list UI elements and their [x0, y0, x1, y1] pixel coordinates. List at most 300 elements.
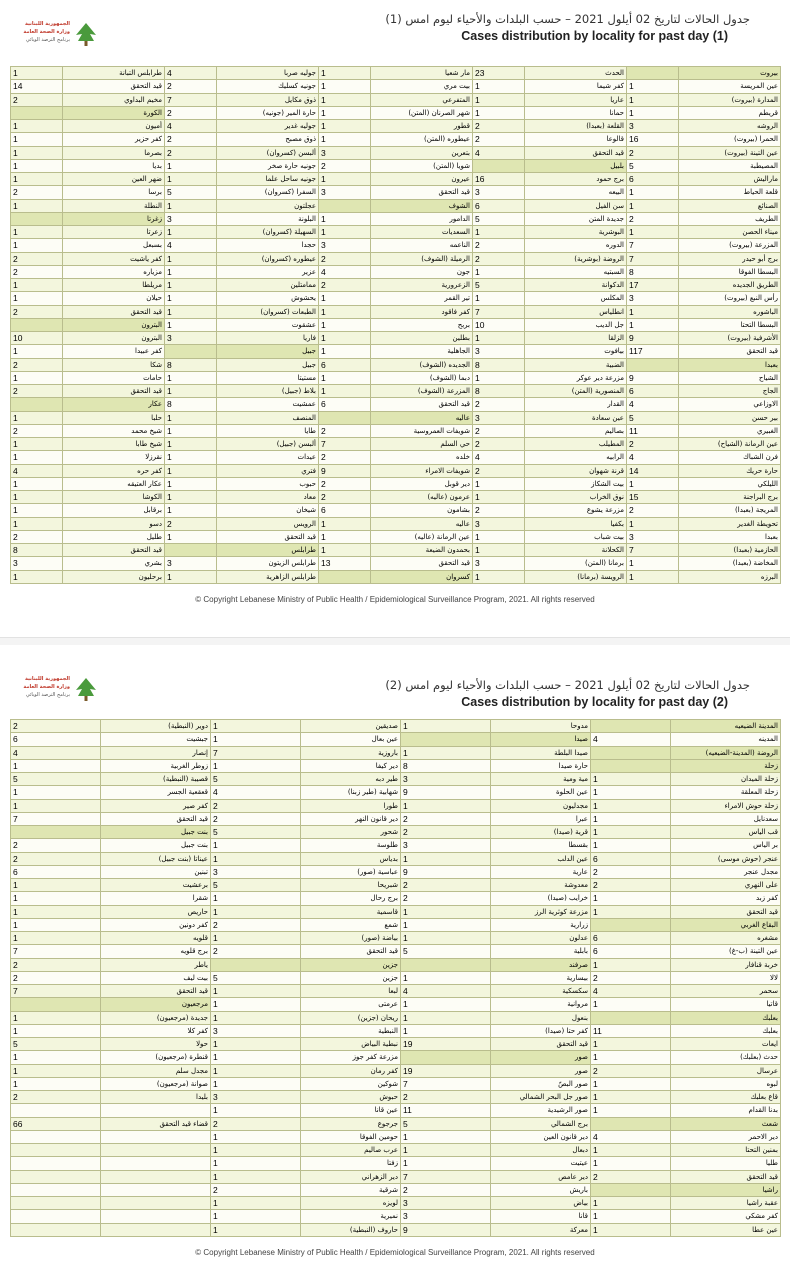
locality-name-cell: الحازمية (بعبدا) — [679, 544, 781, 557]
locality-name-cell: زوطر الغربية — [101, 759, 211, 772]
case-count-cell: 3 — [319, 239, 371, 252]
case-count-cell: 2 — [11, 424, 63, 437]
case-count-cell: 1 — [11, 120, 63, 133]
table-row — [11, 1144, 781, 1157]
locality-name-cell: كفر شيما — [525, 80, 627, 93]
locality-name-cell: دير الاحمر — [671, 1130, 781, 1143]
case-count-cell: 8 — [11, 544, 63, 557]
case-count-cell: 2 — [473, 252, 525, 265]
case-count-cell: 6 — [11, 865, 101, 878]
table-row — [11, 504, 781, 517]
locality-name-cell: شعث — [671, 1117, 781, 1130]
case-count-cell: 1 — [11, 159, 63, 172]
locality-name-cell: سن الفيل — [525, 199, 627, 212]
case-count-cell: 1 — [211, 1157, 301, 1170]
case-count-cell: 1 — [11, 1077, 101, 1090]
locality-name-cell — [101, 1183, 211, 1196]
ministry-logo — [10, 673, 100, 709]
case-count-cell: 2 — [11, 252, 63, 265]
case-count-cell — [11, 1197, 101, 1210]
case-count-cell: 11 — [401, 1104, 491, 1117]
case-count-cell: 3 — [473, 345, 525, 358]
case-count-cell — [11, 1223, 101, 1236]
case-count-cell: 2 — [473, 424, 525, 437]
case-count-cell: 3 — [401, 1197, 491, 1210]
locality-name-cell: المدينه — [671, 733, 781, 746]
case-count-cell: 1 — [627, 199, 679, 212]
case-count-cell — [165, 544, 217, 557]
case-count-cell: 2 — [211, 1117, 301, 1130]
case-count-cell: 4 — [627, 451, 679, 464]
case-count-cell: 5 — [627, 159, 679, 172]
locality-name-cell: انطلياس — [525, 305, 627, 318]
locality-name-cell: بيروت — [679, 67, 781, 80]
case-count-cell — [165, 345, 217, 358]
locality-name-cell: كفر حزير — [63, 133, 165, 146]
table-row — [11, 998, 781, 1011]
table-row — [11, 133, 781, 146]
case-count-cell — [11, 318, 63, 331]
locality-name-cell: الشياح — [679, 371, 781, 384]
case-count-cell: 2 — [319, 477, 371, 490]
case-count-cell: 9 — [319, 464, 371, 477]
case-count-cell: 4 — [401, 985, 491, 998]
locality-name-cell: عرب صاليم — [301, 1144, 401, 1157]
case-count-cell — [319, 570, 371, 583]
case-count-cell: 1 — [211, 720, 301, 733]
table-row — [11, 464, 781, 477]
table-row — [11, 557, 781, 570]
locality-name-cell: شويا (المتن) — [371, 159, 473, 172]
case-count-cell: 6 — [473, 199, 525, 212]
case-count-cell: 8 — [473, 358, 525, 371]
case-count-cell: 1 — [319, 385, 371, 398]
locality-name-cell: قب الياس — [671, 826, 781, 839]
locality-name-cell: مزياره — [63, 265, 165, 278]
case-count-cell: 1 — [211, 1170, 301, 1183]
locality-name-cell: عشقوت — [217, 318, 319, 331]
case-count-cell: 4 — [211, 786, 301, 799]
locality-name-cell: قضاء قيد التحقق — [101, 1117, 211, 1130]
locality-name-cell: قيد التحقق — [371, 557, 473, 570]
case-count-cell: 17 — [627, 279, 679, 292]
locality-name-cell: لويزه — [301, 1197, 401, 1210]
case-count-cell: 2 — [165, 517, 217, 530]
locality-name-cell: برج حمود — [525, 173, 627, 186]
case-count-cell: 2 — [11, 530, 63, 543]
case-count-cell: 1 — [627, 305, 679, 318]
locality-name-cell: دير قانون النهر — [301, 812, 401, 825]
case-count-cell: 1 — [591, 998, 671, 1011]
case-count-cell: 1 — [165, 279, 217, 292]
locality-name-cell: عنجر (حوش موسى) — [671, 852, 781, 865]
locality-name-cell: عين الرمانة (الشياح) — [679, 438, 781, 451]
case-count-cell: 5 — [11, 1038, 101, 1051]
case-count-cell: 1 — [11, 918, 101, 931]
case-count-cell: 1 — [165, 226, 217, 239]
locality-name-cell: الدامور — [371, 212, 473, 225]
locality-name-cell: بليدا — [101, 1091, 211, 1104]
case-count-cell: 2 — [211, 1183, 301, 1196]
case-count-cell: 1 — [211, 1223, 301, 1236]
case-count-cell: 1 — [11, 932, 101, 945]
case-count-cell: 1 — [591, 1051, 671, 1064]
case-count-cell: 117 — [627, 345, 679, 358]
case-count-cell: 1 — [401, 799, 491, 812]
locality-name-cell: إنصار — [101, 746, 211, 759]
locality-name-cell: كفر فاقود — [371, 305, 473, 318]
case-count-cell: 2 — [591, 1170, 671, 1183]
case-count-cell: 1 — [165, 464, 217, 477]
case-count-cell: 2 — [591, 865, 671, 878]
case-count-cell: 6 — [627, 385, 679, 398]
locality-name-cell: مرجعيون — [101, 998, 211, 1011]
locality-name-cell: جونيه ساحل علما — [217, 173, 319, 186]
table-row — [11, 67, 781, 80]
locality-name-cell: بيسارية — [491, 971, 591, 984]
case-count-cell: 3 — [319, 186, 371, 199]
locality-name-cell: الزعرورية — [371, 279, 473, 292]
locality-name-cell: صور جل البحر الشمالي — [491, 1091, 591, 1104]
locality-name-cell: الروضة (المدينة-الضيعيه) — [671, 746, 781, 759]
case-count-cell: 3 — [473, 557, 525, 570]
table-row — [11, 1077, 781, 1090]
locality-name-cell: بمنين التحتا — [671, 1144, 781, 1157]
case-count-cell: 1 — [165, 530, 217, 543]
locality-name-cell: طليا — [671, 1157, 781, 1170]
locality-name-cell: عرسال — [671, 1064, 781, 1077]
case-count-cell: 1 — [319, 305, 371, 318]
locality-name-cell: الحدث — [525, 67, 627, 80]
table-row — [11, 759, 781, 772]
case-count-cell — [591, 1183, 671, 1196]
locality-name-cell: شوكين — [301, 1077, 401, 1090]
case-count-cell: 1 — [165, 411, 217, 424]
locality-name-cell: قيد التحقق — [525, 146, 627, 159]
locality-name-cell: زغرتا — [63, 212, 165, 225]
case-count-cell: 19 — [401, 1038, 491, 1051]
case-count-cell: 1 — [319, 544, 371, 557]
locality-name-cell: بنعول — [491, 1011, 591, 1024]
locality-name-cell: بشري — [63, 557, 165, 570]
locality-name-cell: بصاليم — [525, 424, 627, 437]
case-count-cell: 14 — [627, 464, 679, 477]
locality-name-cell: عين الرمانة (عاليه) — [371, 530, 473, 543]
table-row — [11, 1024, 781, 1037]
case-count-cell: 1 — [211, 932, 301, 945]
locality-name-cell: كفر حره — [63, 464, 165, 477]
locality-name-cell: عيطوره (المتن) — [371, 133, 473, 146]
logo-line: الجمهورية اللبنانية — [24, 21, 70, 27]
case-count-cell: 1 — [11, 226, 63, 239]
case-count-cell: 2 — [473, 239, 525, 252]
locality-name-cell: عيتيت — [491, 1157, 591, 1170]
locality-name-cell — [101, 1157, 211, 1170]
case-count-cell: 7 — [211, 746, 301, 759]
locality-name-cell: الروشه — [679, 120, 781, 133]
case-count-cell: 1 — [11, 892, 101, 905]
case-count-cell: 1 — [165, 477, 217, 490]
locality-name-cell: قيد التحقق — [491, 1038, 591, 1051]
case-count-cell — [591, 1011, 671, 1024]
locality-name-cell: بحمدون الضيعة — [371, 544, 473, 557]
case-count-cell: 11 — [627, 424, 679, 437]
table-row — [11, 839, 781, 852]
locality-name-cell: سحمر — [671, 985, 781, 998]
table-row — [11, 438, 781, 451]
ministry-logo — [10, 18, 100, 54]
locality-name-cell: برمانا (المتن) — [525, 557, 627, 570]
case-count-cell: 3 — [165, 557, 217, 570]
locality-name-cell: لبوه — [671, 1077, 781, 1090]
case-count-cell: 2 — [627, 504, 679, 517]
case-count-cell — [11, 1144, 101, 1157]
locality-name-cell: نبطية البياض — [301, 1038, 401, 1051]
logo-line: الجمهورية اللبنانية — [24, 676, 70, 682]
locality-name-cell: عارية — [491, 865, 591, 878]
case-count-cell: 1 — [319, 173, 371, 186]
case-count-cell: 2 — [319, 279, 371, 292]
locality-name-cell: السفرا (كسروان) — [217, 186, 319, 199]
locality-name-cell: برج قلويه — [101, 945, 211, 958]
table-row — [11, 1170, 781, 1183]
case-count-cell: 1 — [401, 1157, 491, 1170]
table-row — [11, 892, 781, 905]
case-count-cell: 1 — [401, 905, 491, 918]
case-count-cell: 1 — [211, 985, 301, 998]
locality-name-cell: بنت جبيل — [101, 839, 211, 852]
locality-name-cell: زحلة — [671, 759, 781, 772]
locality-name-cell: ألبسن (جبيل) — [217, 438, 319, 451]
case-count-cell: 1 — [591, 786, 671, 799]
case-count-cell: 1 — [401, 720, 491, 733]
locality-name-cell: جون — [371, 265, 473, 278]
case-count-cell: 19 — [401, 1064, 491, 1077]
locality-name-cell: بتعرين — [371, 146, 473, 159]
case-count-cell: 1 — [319, 133, 371, 146]
case-count-cell: 7 — [627, 239, 679, 252]
locality-name-cell: مزرعة دير عوكر — [525, 371, 627, 384]
case-count-cell: 1 — [319, 345, 371, 358]
locality-name-cell: قرية (صيدا) — [491, 826, 591, 839]
case-count-cell: 1 — [473, 491, 525, 504]
case-count-cell: 1 — [401, 918, 491, 931]
case-count-cell — [11, 1170, 101, 1183]
case-count-cell: 6 — [627, 173, 679, 186]
locality-name-cell: المزرعة (الشوف) — [371, 385, 473, 398]
locality-name-cell: الروضة (بوشرية) — [525, 252, 627, 265]
table-row — [11, 358, 781, 371]
locality-name-cell: البوشرية — [525, 226, 627, 239]
case-count-cell: 2 — [165, 80, 217, 93]
case-count-cell: 6 — [319, 504, 371, 517]
case-count-cell: 1 — [319, 371, 371, 384]
locality-name-cell: الاوزاعي — [679, 398, 781, 411]
locality-name-cell: الكوشا — [63, 491, 165, 504]
locality-name-cell: شهر الصرنان (المتن) — [371, 106, 473, 119]
locality-name-cell: بدنا القدام — [671, 1104, 781, 1117]
case-count-cell: 2 — [11, 186, 63, 199]
table-row — [11, 146, 781, 159]
case-count-cell: 3 — [401, 773, 491, 786]
locality-name-cell: شيخان — [217, 504, 319, 517]
locality-name-cell: عاليه — [371, 517, 473, 530]
locality-name-cell: كفر عبيدا — [63, 345, 165, 358]
case-count-cell: 1 — [165, 491, 217, 504]
case-count-cell: 2 — [591, 1064, 671, 1077]
locality-name-cell: جونيه كسليك — [217, 80, 319, 93]
locality-name-cell: برج الشمالي — [491, 1117, 591, 1130]
case-count-cell: 2 — [11, 93, 63, 106]
case-count-cell: 4 — [473, 146, 525, 159]
locality-name-cell: الطريق الجديده — [679, 279, 781, 292]
case-count-cell: 4 — [591, 1130, 671, 1143]
case-count-cell: 1 — [473, 292, 525, 305]
locality-name-cell: جبيل — [217, 345, 319, 358]
case-count-cell: 1 — [473, 544, 525, 557]
case-count-cell: 1 — [591, 1077, 671, 1090]
locality-name-cell: البسطا الفوقا — [679, 265, 781, 278]
case-count-cell: 1 — [591, 799, 671, 812]
case-count-cell: 1 — [473, 93, 525, 106]
case-count-cell: 1 — [165, 570, 217, 583]
case-count-cell: 1 — [591, 1210, 671, 1223]
case-count-cell: 3 — [11, 557, 63, 570]
case-count-cell: 1 — [401, 1024, 491, 1037]
locality-name-cell: شويفات الامراء — [371, 464, 473, 477]
page-title-arabic: جدول الحالات لتاريخ 02 أيلول 2021 – حسب البلدات والأحياء ليوم امس (1) — [385, 12, 750, 26]
case-count-cell: 1 — [165, 438, 217, 451]
locality-name-cell: جبشيت — [101, 733, 211, 746]
locality-name-cell: بيت مري — [371, 80, 473, 93]
page-title-english: Cases distribution by locality for past day (2) — [461, 695, 728, 709]
case-count-cell — [473, 159, 525, 172]
case-count-cell: 9 — [401, 1223, 491, 1236]
table-row — [11, 385, 781, 398]
locality-name-cell: قيد التحقق — [63, 385, 165, 398]
locality-name-cell: الرميلة (الشوف) — [371, 252, 473, 265]
locality-name-cell: المطيلب — [525, 438, 627, 451]
locality-name-cell: شيخ طابا — [63, 438, 165, 451]
locality-name-cell: قيد التحقق — [63, 305, 165, 318]
case-count-cell: 1 — [11, 146, 63, 159]
locality-name-cell: حارة المير (جونيه) — [217, 106, 319, 119]
case-count-cell: 2 — [211, 918, 301, 931]
locality-name-cell: المصيطبة — [679, 159, 781, 172]
case-count-cell: 1 — [165, 371, 217, 384]
locality-name-cell: حيلان — [63, 292, 165, 305]
case-count-cell: 1 — [11, 905, 101, 918]
locality-name-cell: قنطرة (مرجعيون) — [101, 1051, 211, 1064]
table-row — [11, 1210, 781, 1223]
table-row — [11, 252, 781, 265]
locality-name-cell: قاسمية — [301, 905, 401, 918]
case-count-cell: 10 — [11, 332, 63, 345]
case-count-cell — [11, 398, 63, 411]
cedar-icon — [74, 22, 98, 48]
locality-name-cell: قلويه — [101, 932, 211, 945]
locality-name-cell: دسو — [63, 517, 165, 530]
case-count-cell — [591, 720, 671, 733]
locality-name-cell: صور البصّ — [491, 1077, 591, 1090]
table-row — [11, 279, 781, 292]
case-count-cell: 1 — [11, 292, 63, 305]
locality-name-cell: شكا — [63, 358, 165, 371]
locality-name-cell: برج البراجنة — [679, 491, 781, 504]
locality-name-cell: عين الحلوة — [491, 786, 591, 799]
locality-name-cell: السبتيه — [525, 265, 627, 278]
case-count-cell: 5 — [627, 411, 679, 424]
locality-name-cell: حمانا — [525, 106, 627, 119]
locality-name-cell: شحور — [301, 826, 401, 839]
table-row — [11, 199, 781, 212]
case-count-cell: 1 — [211, 733, 301, 746]
case-count-cell: 1 — [11, 67, 63, 80]
case-count-cell — [11, 998, 101, 1011]
case-count-cell: 2 — [473, 133, 525, 146]
case-count-cell: 3 — [401, 839, 491, 852]
case-count-cell: 1 — [473, 371, 525, 384]
locality-name-cell: صور — [491, 1051, 591, 1064]
case-count-cell: 4 — [11, 464, 63, 477]
locality-name-cell: قالوعا — [525, 133, 627, 146]
case-count-cell: 1 — [165, 199, 217, 212]
locality-name-cell: مية ومية — [491, 773, 591, 786]
locality-name-cell: معاد — [217, 491, 319, 504]
locality-name-cell: حلبا — [63, 411, 165, 424]
locality-name-cell: ضهر العين — [63, 173, 165, 186]
case-count-cell — [11, 106, 63, 119]
locality-name-cell: برحليون — [63, 570, 165, 583]
locality-name-cell: النبطية — [301, 1024, 401, 1037]
locality-name-cell: جديدة (مرجعيون) — [101, 1011, 211, 1024]
locality-name-cell: عين المريسة — [679, 80, 781, 93]
case-count-cell: 2 — [473, 398, 525, 411]
locality-name-cell: القلعة (بعبدا) — [525, 120, 627, 133]
case-count-cell: 1 — [627, 570, 679, 583]
locality-name-cell: مستيتا — [217, 371, 319, 384]
case-count-cell — [401, 1051, 491, 1064]
case-count-cell: 3 — [401, 1210, 491, 1223]
locality-name-cell: قيد التحقق — [63, 80, 165, 93]
case-count-cell: 1 — [11, 345, 63, 358]
locality-name-cell: أميون — [63, 120, 165, 133]
locality-name-cell: باريش — [491, 1183, 591, 1196]
case-count-cell: 2 — [11, 852, 101, 865]
case-count-cell: 1 — [591, 1038, 671, 1051]
locality-name-cell: عين الدلب — [491, 852, 591, 865]
case-count-cell: 1 — [11, 1011, 101, 1024]
locality-name-cell: حي السلم — [371, 438, 473, 451]
case-count-cell: 66 — [11, 1117, 101, 1130]
locality-name-cell: يحشوش — [217, 292, 319, 305]
locality-name-cell: عيناتا (بنت جبيل) — [101, 852, 211, 865]
table-row — [11, 1091, 781, 1104]
case-count-cell — [11, 826, 101, 839]
case-count-cell: 3 — [319, 146, 371, 159]
locality-name-cell: صيدا البلطة — [491, 746, 591, 759]
locality-name-cell: جل الديب — [525, 318, 627, 331]
locality-name-cell: كفر دونين — [101, 918, 211, 931]
locality-name-cell: قاتيا — [671, 998, 781, 1011]
case-count-cell: 7 — [11, 945, 101, 958]
locality-name-cell: بلاط (جبيل) — [217, 385, 319, 398]
locality-name-cell: حولا — [101, 1038, 211, 1051]
locality-name-cell: صديقين — [301, 720, 401, 733]
locality-name-cell: فرن الشباك — [679, 451, 781, 464]
locality-name-cell: بياض — [491, 1197, 591, 1210]
locality-name-cell: جرجوع — [301, 1117, 401, 1130]
